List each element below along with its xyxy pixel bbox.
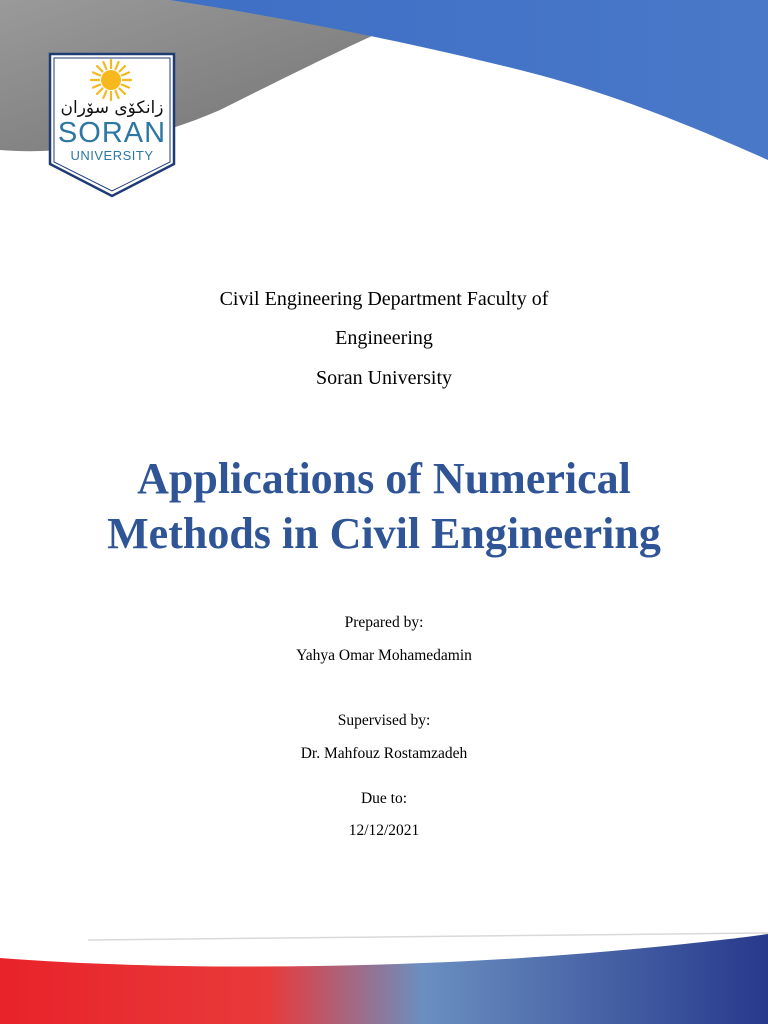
logo-arabic-name: زانكۆی سۆران	[60, 98, 164, 118]
document-title-line-2: Methods in Civil Engineering	[107, 509, 661, 558]
supervised-label: Supervised by:	[337, 712, 431, 729]
due-date: 12/12/2021	[348, 822, 420, 839]
university-logo	[48, 52, 176, 198]
supervised-name: Dr. Mahfouz Rostamzadeh	[300, 745, 468, 762]
prepared-name: Yahya Omar Mohamedamin	[296, 647, 472, 664]
due-label: Due to:	[360, 790, 408, 807]
prepared-label: Prepared by:	[344, 614, 424, 631]
logo-subtitle: UNIVERSITY	[70, 148, 154, 163]
logo-name: SORAN	[57, 117, 167, 149]
document-title-line-1: Applications of Numerical	[137, 454, 631, 503]
sun-icon	[91, 60, 131, 100]
department-line-2: Engineering	[335, 327, 433, 349]
department-line-1: Civil Engineering Department Faculty of	[219, 288, 549, 310]
department-line-3: Soran University	[315, 367, 453, 389]
